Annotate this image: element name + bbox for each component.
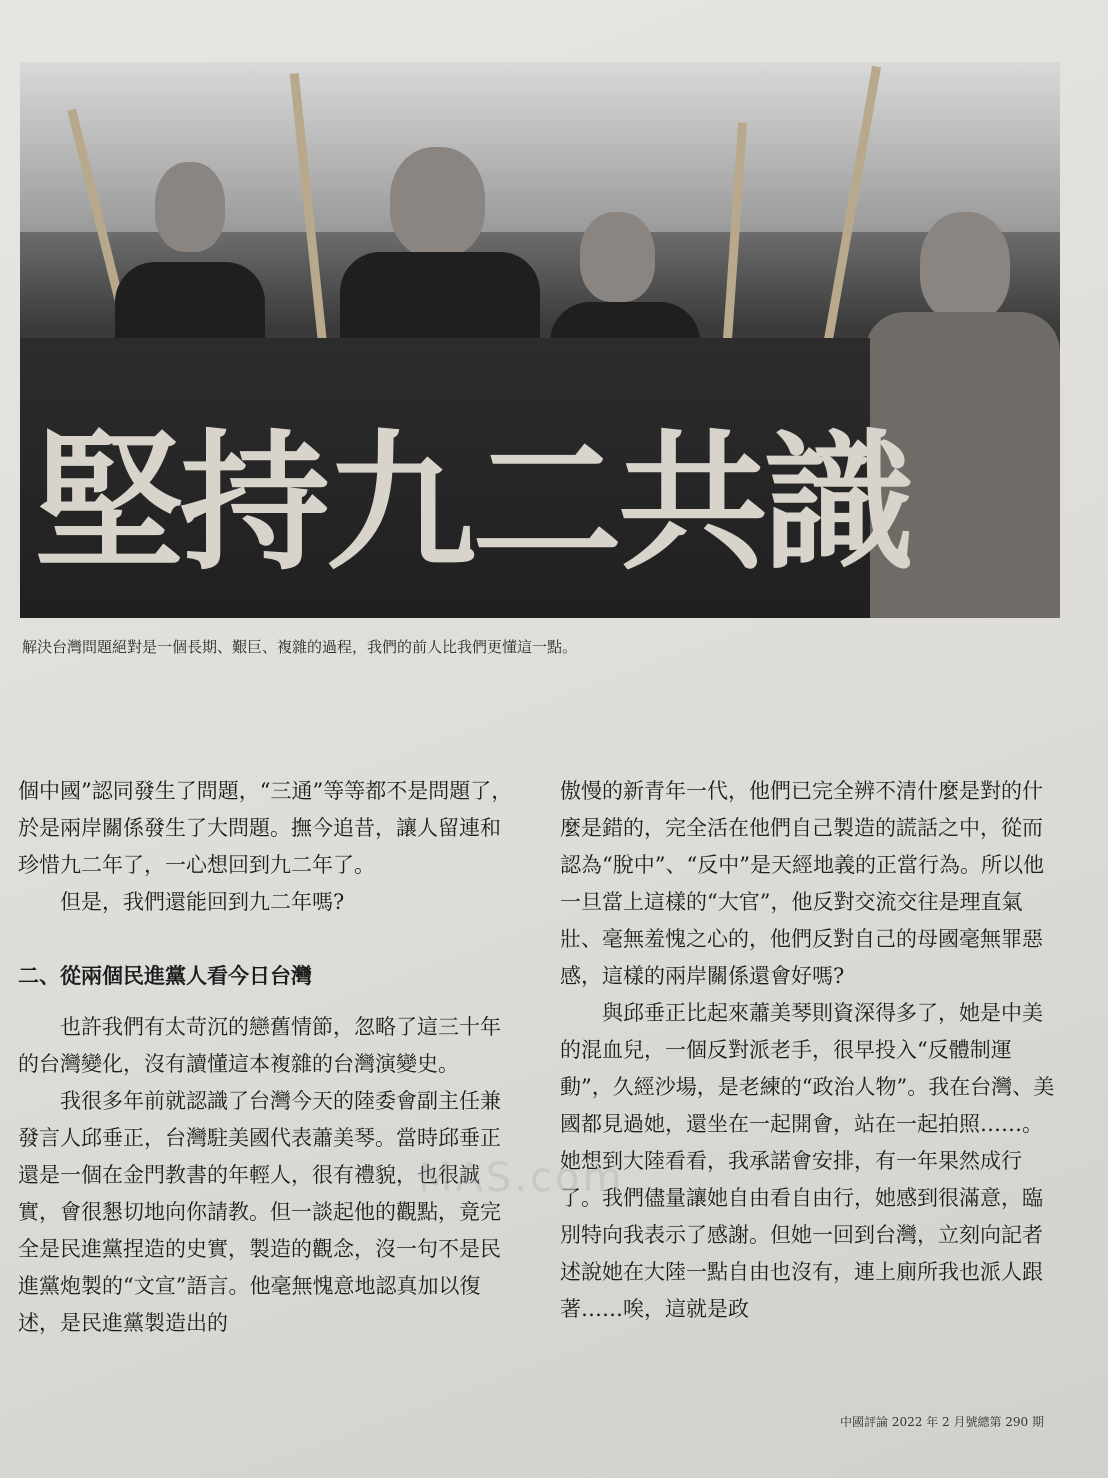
paragraph: 也許我們有太苛沉的戀舊情節，忽略了這三十年的台灣變化，沒有讀懂這本複雜的台灣演變史。	[18, 1015, 501, 1076]
protest-photo	[20, 62, 1060, 618]
left-column	[18, 773, 518, 1342]
protester-head	[920, 212, 1010, 322]
right-column	[560, 773, 1060, 1328]
protester-head	[155, 162, 225, 252]
paragraph: 傲慢的新青年一代，他們已完全辨不清什麼是對的什麼是錯的，完全活在他們自己製造的謊話之中，從而認為“脫中”、“反中”是天經地義的正當行為。所以他一旦當上這樣的“大官”，他反對交流交往是理直氣壯、毫無羞愧之心的，他們反對自己的母國毫無罪惡感，這樣的兩岸關係還會好嗎?	[560, 779, 1044, 988]
watermark: MAS.com	[418, 1155, 625, 1201]
page-footer: 中國評論 2022 年 2 月號總第 290 期	[840, 1415, 1044, 1429]
paragraph: 但是，我們還能回到九二年嗎?	[60, 890, 345, 914]
protester-head	[580, 212, 655, 302]
protest-banner	[20, 338, 911, 618]
section-heading: 二、從兩個民進黨人看今日台灣	[18, 964, 312, 988]
paragraph: 個中國”認同發生了問題，“三通”等等都不是問題了，於是兩岸關係發生了大問題。撫今追昔，讓人留連和珍惜九二年了，一心想回到九二年了。	[18, 779, 513, 877]
protester-head	[390, 147, 485, 257]
paragraph: 與邱垂正比起來蕭美琴則資深得多了，她是中美的混血兒，一個反對派老手，很早投入“反體制運動”，久經沙場，是老練的“政治人物”。我在台灣、美國都見過她，還坐在一起開會，站在一起拍照……。她想到大陸看看，我承諾會安排，有一年果然成行了。我們儘量讓她自由看自由行，她感到很滿意，臨別特向我表示了感謝。但她一回到台灣，立刻向記者述說她在大陸一點自由也沒有，連上廁所我也派人跟著……唉，這就是政	[560, 1001, 1055, 1321]
banner-slogan: 堅持九二共識	[34, 415, 911, 591]
paragraph: 我很多年前就認識了台灣今天的陸委會副主任兼發言人邱垂正，台灣駐美國代表蕭美琴。當時邱垂正還是一個在金門教書的年輕人，很有禮貌，也很誠實，會很懇切地向你請教。但一談起他的觀點，竟完全是民進黨捏造的史實，製造的觀念，沒一句不是民進黨炮製的“文宣”語言。他毫無愧意地認真加以復述，是民進黨製造出的	[18, 1089, 501, 1335]
photo-caption: 解決台灣問題絕對是一個長期、艱巨、複雜的過程，我們的前人比我們更懂這一點。	[22, 638, 578, 656]
